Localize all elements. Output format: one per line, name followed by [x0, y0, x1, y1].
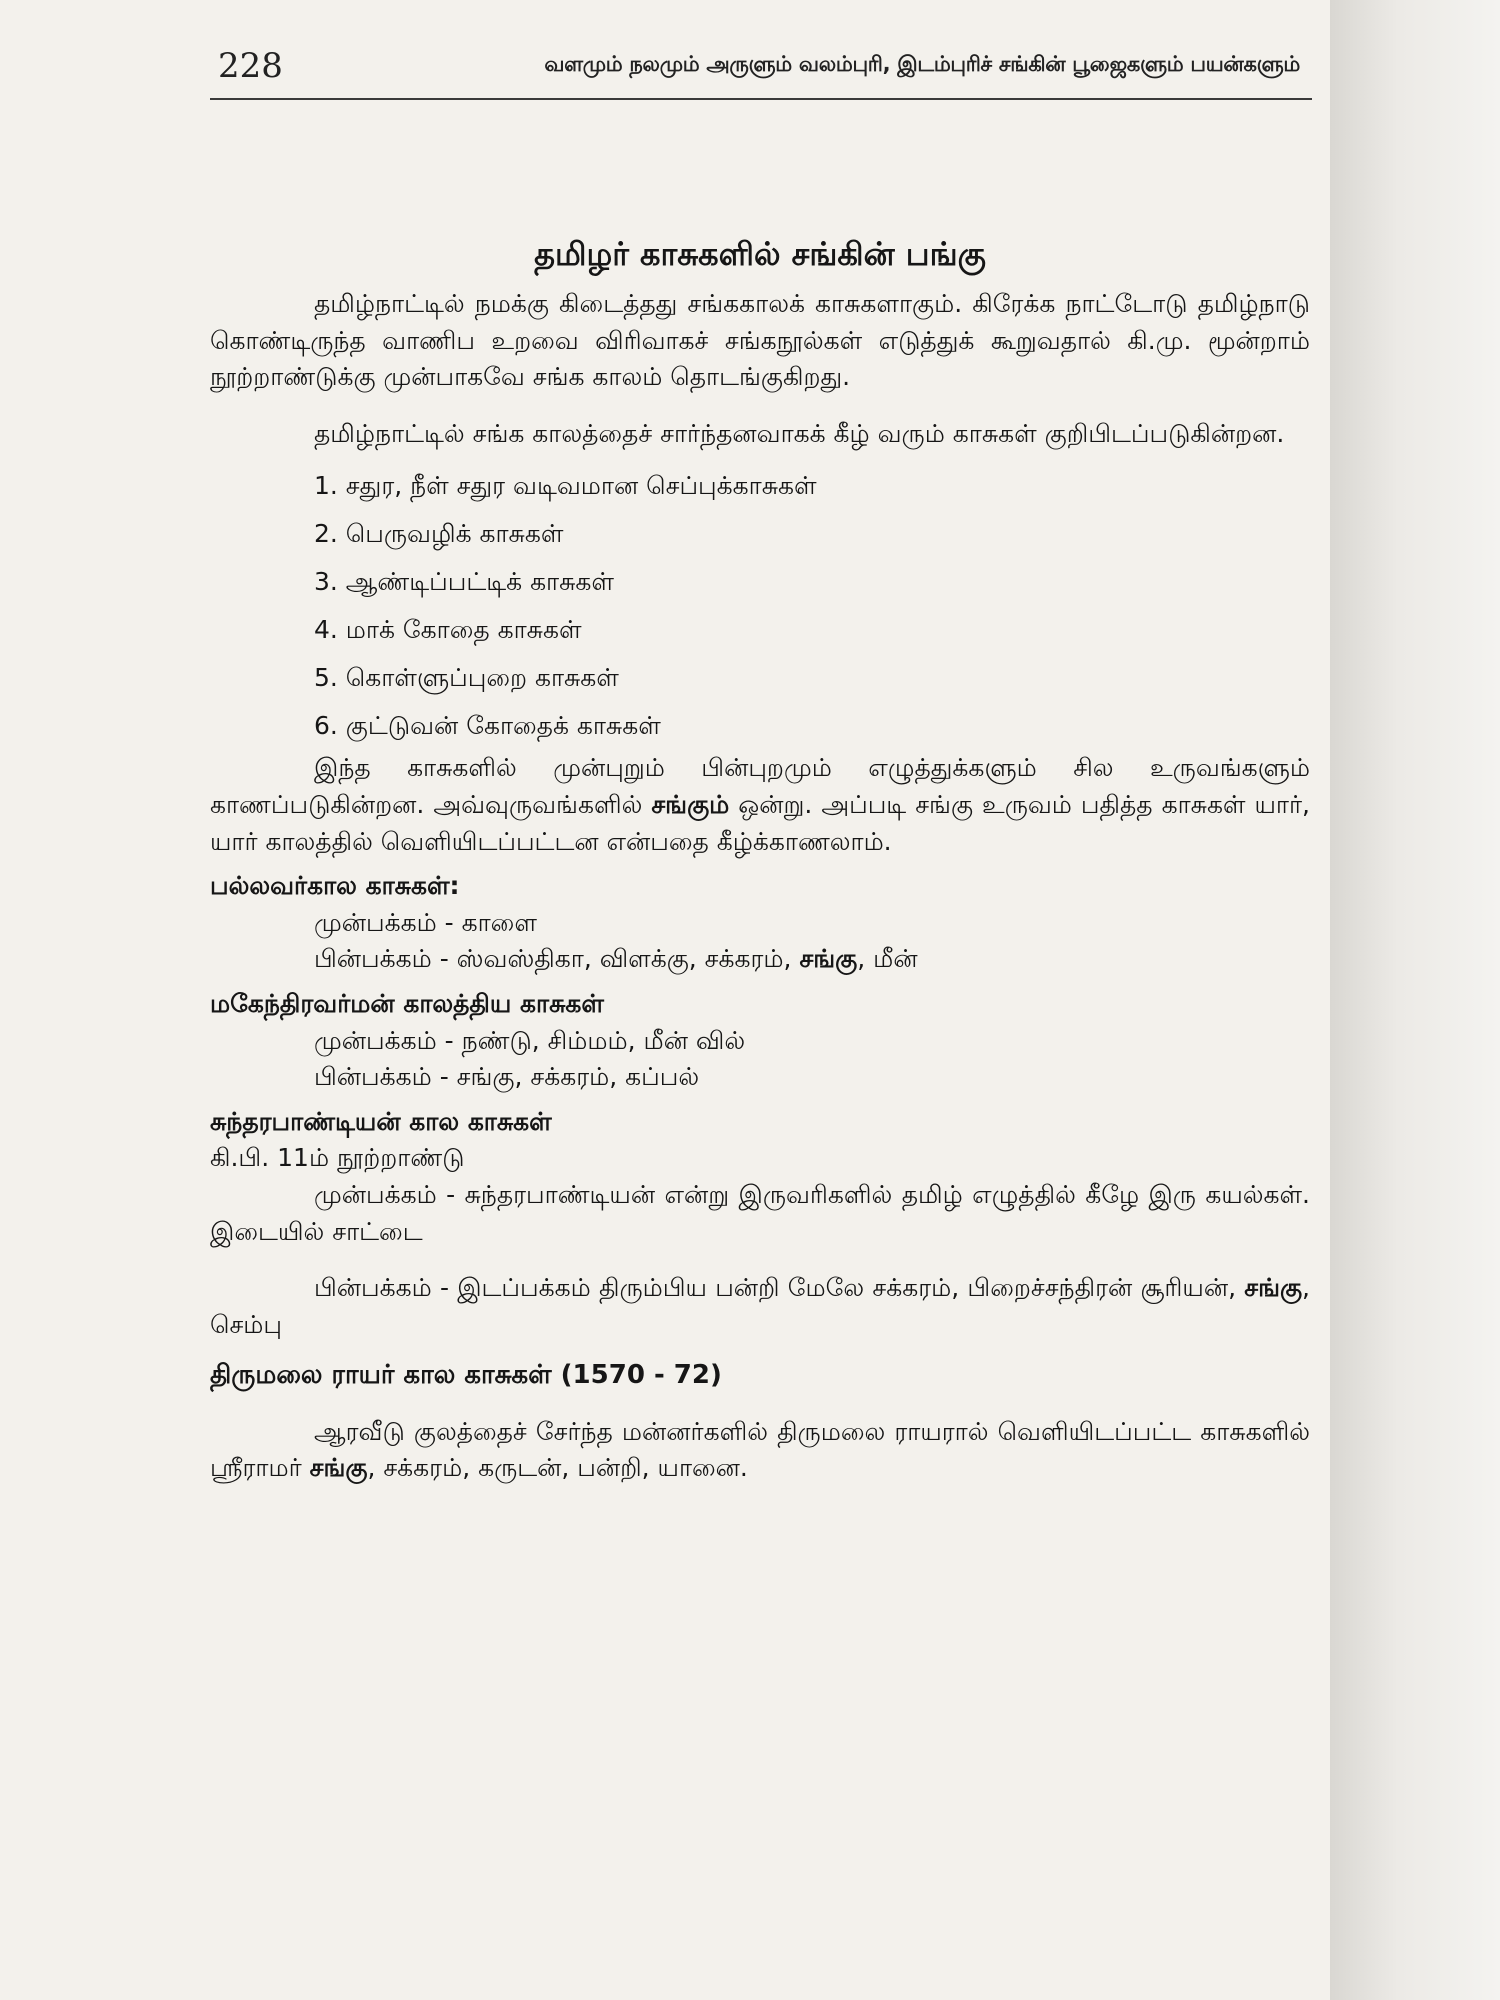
paragraph-coin-list-intro: தமிழ்நாட்டில் சங்க காலத்தைச் சார்ந்தனவாகக் கீழ் வரும் காசுகள் குறிபிடப்படுகின்றன. — [314, 418, 1285, 448]
emphasis-sangu: சங்கு — [799, 944, 858, 974]
running-title: வளமும் நலமும் அருளும் வலம்புரி, இடம்புரிச் சங்கின் பூஜைகளும் பயன்களும் — [544, 52, 1300, 76]
thirumalai-paragraph: ஆரவீடு குலத்தைச் சேர்ந்த மன்னர்களில் திருமலை ராயரால் வெளியிடப்பட்ட காசுகளில் ஸ்ரீராமர் சங்கு, சக்கரம், கருடன், பன்றி, யானை. — [210, 1416, 1310, 1483]
article-body — [210, 232, 1310, 1487]
emphasis-sangu: சங்கும் — [651, 789, 730, 819]
sundara-century: கி.பி. 11ம் நூற்றாண்டு — [210, 1143, 465, 1173]
section-heading-mahendra: மகேந்திரவர்மன் காலத்திய காசுகள் — [210, 988, 604, 1018]
paragraph-intro: தமிழ்நாட்டில் நமக்கு கிடைத்தது சங்ககாலக் காசுகளாகும். கிரேக்க நாட்டோடு தமிழ்நாடு கொண்டிருந்த வாணிப உறவை விரிவாகச் சங்கநூல்கள் எடுத்துக் கூறுவதால் கி.மு. மூன்றாம் நூற்றாண்டுக்கு முன்பாகவே சங்க காலம் தொடங்குகிறது. — [210, 289, 1310, 392]
list-item: 4. மாக் கோதை காசுகள் — [314, 615, 582, 645]
page-number: 228 — [218, 46, 283, 86]
emphasis-sangu: சங்கு — [309, 1453, 368, 1483]
list-item: 1. சதுர, நீள் சதுர வடிவமான செப்புக்காசுகள் — [314, 471, 817, 501]
list-item: 3. ஆண்டிப்பட்டிக் காசுகள் — [314, 567, 614, 597]
mahendra-back: பின்பக்கம் - சங்கு, சக்கரம், கப்பல் — [314, 1062, 700, 1092]
page-header — [218, 46, 1310, 96]
list-item: 5. கொள்ளுப்புறை காசுகள் — [314, 663, 619, 693]
section-heading-pallava: பல்லவர்கால காசுகள்: — [210, 871, 460, 901]
emphasis-sangu: சங்கு — [1244, 1273, 1303, 1303]
header-rule — [210, 98, 1312, 100]
pallava-front: முன்பக்கம் - காளை — [314, 907, 537, 937]
coin-list — [210, 462, 1310, 750]
list-item: 6. குட்டுவன் கோதைக் காசுகள் — [314, 711, 661, 741]
section-heading-sundara: சுந்தரபாண்டியன் கால காசுகள் — [210, 1106, 552, 1136]
article-title: தமிழர் காசுகளில் சங்கின் பங்கு — [534, 235, 986, 273]
page-edge — [1330, 0, 1500, 2000]
paragraph-symbols: இந்த காசுகளில் முன்புறும் பின்புறமும் எழுத்துக்களும் சில உருவங்களும் காணப்படுகின்றன. அவ்வுருவங்களில் சங்கும் ஒன்று. அப்படி சங்கு உருவம் பதித்த காசுகள் யார், யார் காலத்தில் வெளியிடப்பட்டன என்பதை கீழ்க்காணலாம். — [210, 753, 1310, 856]
pallava-back: பின்பக்கம் - ஸ்வஸ்திகா, விளக்கு, சக்கரம், சங்கு, மீன் — [314, 944, 918, 974]
section-heading-thirumalai: திருமலை ராயர் கால காசுகள் (1570 - 72) — [210, 1360, 722, 1391]
sundara-front: முன்பக்கம் - சுந்தரபாண்டியன் என்று இருவரிகளில் தமிழ் எழுத்தில் கீழே இரு கயல்கள். இடையில் சாட்டை — [210, 1179, 1310, 1246]
sundara-back: பின்பக்கம் - இடப்பக்கம் திரும்பிய பன்றி மேலே சக்கரம், பிறைச்சந்திரன் சூரியன், சங்கு, செம்பு — [210, 1273, 1310, 1339]
list-item: 2. பெருவழிக் காசுகள் — [314, 519, 564, 549]
mahendra-front: முன்பக்கம் - நண்டு, சிம்மம், மீன் வில் — [314, 1025, 746, 1055]
